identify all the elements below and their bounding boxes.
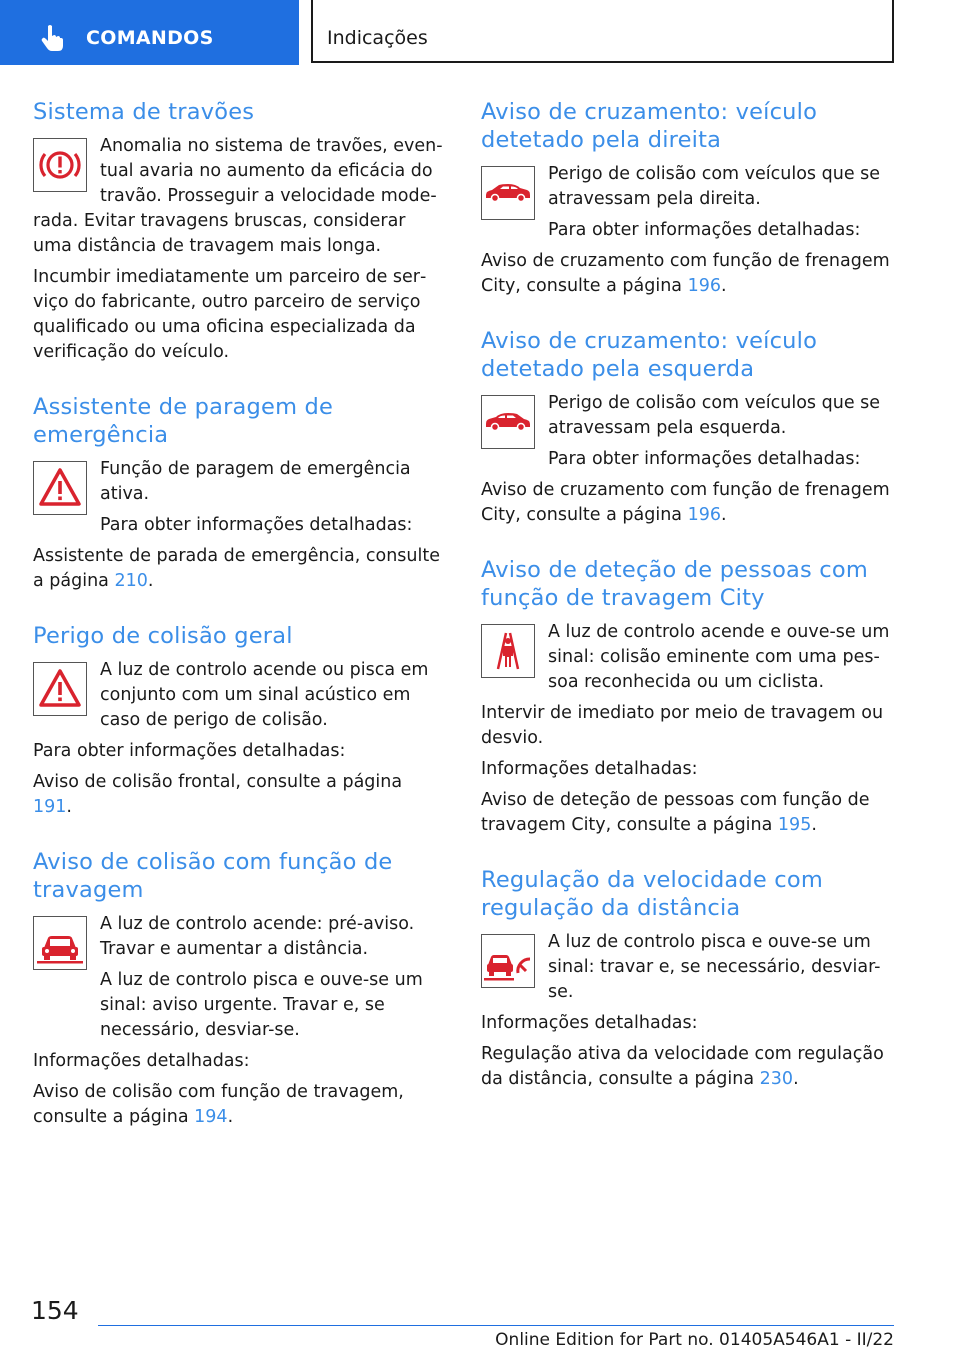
paragraph: Aviso de cruzamento com função de frenagem City, consulte a página 196. xyxy=(481,480,890,525)
right-column xyxy=(481,98,891,1120)
paragraph: Perigo de colisão com veículos que se atravessam pela direita. xyxy=(548,164,881,209)
distance-control-icon xyxy=(481,934,535,988)
paragraph: Para obter informações detalhadas: xyxy=(33,741,346,761)
page-link[interactable]: 230 xyxy=(759,1069,794,1089)
paragraph: Incumbir imediatamente um parceiro de serviço do fabricante, outro parceiro de serviço qualificado ou uma oficina especializada da verificação do veículo. xyxy=(33,267,427,362)
paragraph: Intervir de imediato por meio de travagem ou desvio. xyxy=(481,703,884,748)
paragraph: Aviso de deteção de pessoas com função de travagem City, consulte a página 195. xyxy=(481,790,870,835)
section-title: Aviso de deteção de pessoas com função de travagem City xyxy=(481,557,868,611)
paragraph: Regulação ativa da velocidade com regulação da distância, consulte a página 230. xyxy=(481,1044,884,1089)
section-title: Sistema de travões xyxy=(33,99,255,125)
emergency-stop-section xyxy=(33,393,443,594)
warning-triangle-icon xyxy=(33,461,87,515)
section-title: Aviso de cruzamento: veículo detetado pela esquerda xyxy=(481,328,818,382)
page-link[interactable]: 191 xyxy=(33,797,67,817)
paragraph: Informações detalhadas: xyxy=(481,1013,698,1033)
brake-warning-icon xyxy=(33,138,87,192)
paragraph: A luz de controlo acende: pré-aviso. Travar e aumentar a distância. xyxy=(100,914,415,959)
page-link[interactable]: 196 xyxy=(687,276,721,296)
page-number: 154 xyxy=(31,1296,79,1325)
paragraph: Para obter informações detalhadas: xyxy=(100,515,413,535)
car-side-right-icon xyxy=(481,166,535,220)
car-collision-icon xyxy=(33,916,87,970)
section-title: Aviso de colisão com função de travagem xyxy=(33,849,393,903)
car-side-left-icon xyxy=(481,395,535,449)
page-link[interactable]: 194 xyxy=(194,1107,228,1127)
page-link[interactable]: 195 xyxy=(777,815,812,835)
pedestrian-warning-icon xyxy=(481,624,535,678)
warning-triangle-icon xyxy=(33,662,87,716)
left-column xyxy=(33,98,443,1158)
paragraph: A luz de controlo pisca e ouve-se um sinal: aviso urgente. Travar e, se necessário, desviar-se. xyxy=(100,970,423,1040)
brake-system-section xyxy=(33,98,443,365)
paragraph: A luz de controlo acende ou pisca em conjunto com um sinal acústico em caso de perigo de colisão. xyxy=(100,660,429,730)
general-collision-section xyxy=(33,622,443,820)
hand-pointer-icon xyxy=(40,24,64,52)
distance-control-section xyxy=(481,866,891,1092)
paragraph: Informações detalhadas: xyxy=(481,759,698,779)
paragraph: A luz de controlo pisca e ouve-se um sinal: travar e, se necessário, desviar-se. xyxy=(548,932,881,1002)
paragraph: Aviso de colisão com função de travagem, consulte a página 194. xyxy=(33,1082,404,1127)
paragraph: Aviso de cruzamento com função de frenagem City, consulte a página 196. xyxy=(481,251,890,296)
paragraph: Assistente de parada de emergência, consulte a página 210. xyxy=(33,546,441,591)
paragraph: Para obter informações detalhadas: xyxy=(548,449,861,469)
paragraph: Perigo de colisão com veículos que se atravessam pela esquerda. xyxy=(548,393,881,438)
section-title: Regulação da velocidade com regulação da distância xyxy=(481,867,823,921)
commands-tab-label: COMANDOS xyxy=(86,27,214,49)
page-link[interactable]: 196 xyxy=(687,505,721,525)
paragraph: A luz de controlo acende e ouve-se um sinal: colisão eminente com uma pessoa reconhecida ou um ciclista. xyxy=(548,622,890,692)
collision-braking-section xyxy=(33,848,443,1130)
footer-divider xyxy=(98,1325,894,1326)
cross-traffic-left-section xyxy=(481,327,891,528)
section-tab xyxy=(311,0,894,63)
section-title: Assistente de paragem de emergência xyxy=(33,394,334,448)
section-tab-label: Indicações xyxy=(327,27,428,49)
page-link[interactable]: 210 xyxy=(114,571,148,591)
paragraph: Para obter informações detalhadas: xyxy=(548,220,861,240)
paragraph: Função de paragem de emergência ativa. xyxy=(100,459,411,504)
section-title: Aviso de cruzamento: veículo detetado pela direita xyxy=(481,99,818,153)
paragraph: Informações detalhadas: xyxy=(33,1051,250,1071)
pedestrian-detection-section xyxy=(481,556,891,838)
commands-tab[interactable] xyxy=(0,0,299,65)
paragraph: Anomalia no sistema de travões, eventual avaria no aumento da eficácia do travão. Prosseguir a velocidade moderada. Evitar travagens bruscas, considerar uma distância de travagem mais longa. xyxy=(33,136,443,256)
paragraph: Aviso de colisão frontal, consulte a página 191. xyxy=(33,772,403,817)
edition-text: Online Edition for Part no. 01405A546A1 - II/22 xyxy=(495,1330,894,1350)
cross-traffic-right-section xyxy=(481,98,891,299)
section-title: Perigo de colisão geral xyxy=(33,623,293,649)
